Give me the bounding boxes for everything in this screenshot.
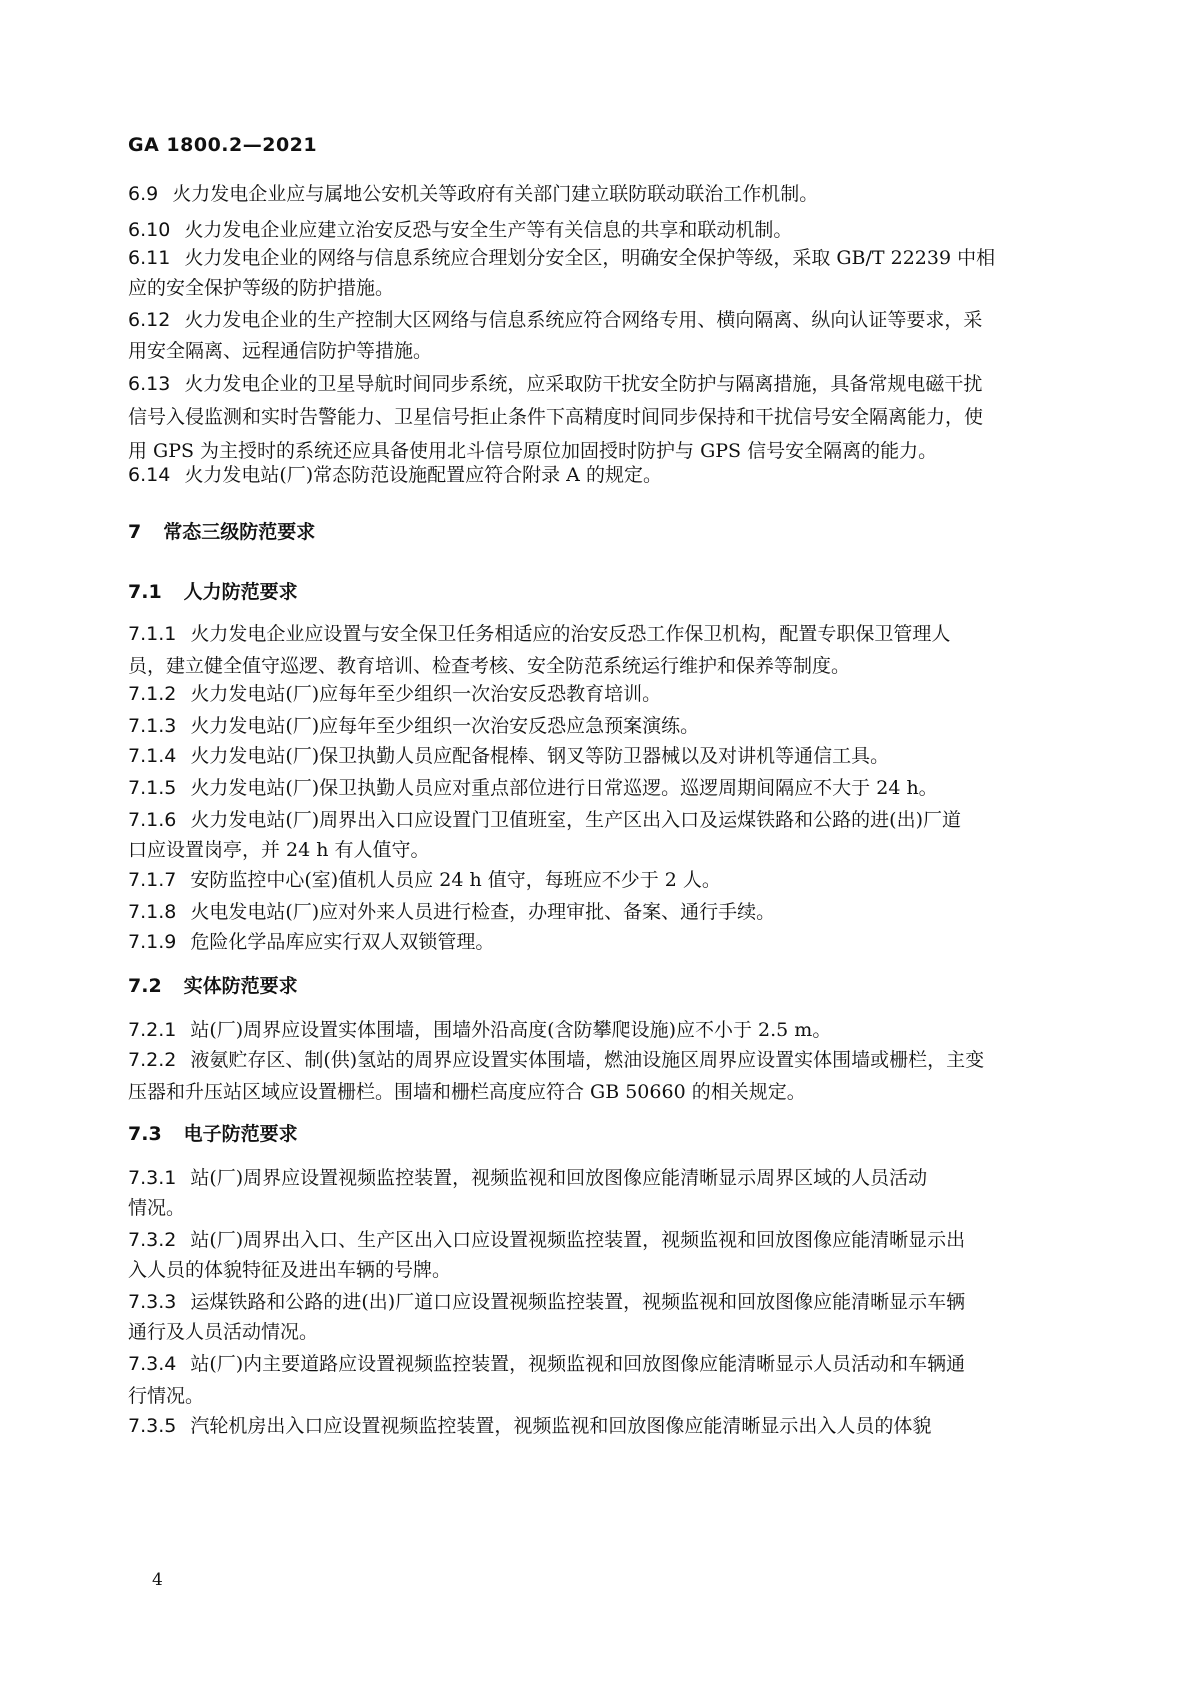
clause-number: 7.1.5: [128, 777, 177, 799]
paragraph-text: 通行及人员活动情况。: [128, 1321, 319, 1343]
section-heading: [128, 968, 298, 1004]
clause-number: 6.14: [128, 464, 171, 486]
section-heading: [128, 574, 298, 610]
clause-number: 7.1.3: [128, 715, 177, 737]
paragraph-line: [128, 1408, 1072, 1444]
clause-number: 7.3.1: [128, 1167, 177, 1189]
paragraph-text: 信号入侵监测和实时告警能力、卫星信号拒止条件下高精度时间同步保持和干扰信号安全隔离能力，使: [128, 406, 984, 428]
section-heading: [128, 1116, 298, 1152]
clause-number: 7.1.4: [128, 745, 177, 767]
paragraph-text: 火力发电站(厂)常态防范设施配置应符合附录 A 的规定。: [184, 464, 662, 486]
paragraph-text: 液氨贮存区、制(供)氢站的周界应设置实体围墙，燃油设施区周界应设置实体围墙或栅栏，主变: [190, 1049, 985, 1071]
section-heading: [128, 514, 315, 550]
clause-number: 7.1.6: [128, 809, 177, 831]
paragraph-line: [128, 399, 1072, 435]
clause-number: 7.3.5: [128, 1415, 177, 1437]
paragraph-line: [128, 676, 1072, 712]
paragraph-text: 站(厂)周界应设置实体围墙，围墙外沿高度(含防攀爬设施)应不小于 2.5 m。: [190, 1019, 832, 1041]
paragraph-text: 火电发电站(厂)应对外来人员进行检查，办理审批、备案、通行手续。: [190, 901, 776, 923]
paragraph-line: [128, 176, 1072, 212]
paragraph-text: 情况。: [128, 1197, 186, 1219]
document-standard-number: GA 1800.2—2021: [128, 134, 318, 156]
paragraph-text: 站(厂)周界出入口、生产区出入口应设置视频监控装置，视频监视和回放图像应能清晰显示出: [190, 1229, 966, 1251]
clause-number: 6.9: [128, 183, 159, 205]
paragraph-text: 站(厂)周界应设置视频监控装置，视频监视和回放图像应能清晰显示周界区域的人员活动: [190, 1167, 928, 1189]
clause-number: 7.3.3: [128, 1291, 177, 1313]
paragraph-text: 火力发电企业应设置与安全保卫任务相适应的治安反恐工作保卫机构，配置专职保卫管理人: [190, 623, 951, 645]
paragraph-text: 入人员的体貌特征及进出车辆的号牌。: [128, 1259, 452, 1281]
paragraph-line: [128, 616, 1072, 652]
paragraph-line: [128, 862, 1072, 898]
paragraph-text: 火力发电站(厂)保卫执勤人员应配备棍棒、钢叉等防卫器械以及对讲机等通信工具。: [190, 745, 890, 767]
paragraph-line: [128, 1190, 1072, 1226]
paragraph-line: [128, 270, 1072, 306]
clause-number: 7.2.2: [128, 1049, 177, 1071]
paragraph-line: [128, 738, 1072, 774]
paragraph-text: 行情况。: [128, 1385, 205, 1407]
paragraph-text: 安防监控中心(室)值机人员应 24 h 值守，每班应不少于 2 人。: [190, 869, 721, 891]
paragraph-text: 压器和升压站区域应设置栅栏。围墙和栅栏高度应符合 GB 50660 的相关规定。: [128, 1081, 806, 1103]
paragraph-line: [128, 1314, 1072, 1350]
clause-number: 6.10: [128, 219, 171, 241]
clause-number: 7.1.8: [128, 901, 177, 923]
paragraph-text: 火力发电企业的生产控制大区网络与信息系统应符合网络专用、横向隔离、纵向认证等要求，采: [184, 309, 983, 331]
page-number: 4: [152, 1570, 163, 1590]
paragraph-line: [128, 924, 1072, 960]
paragraph-text: 火力发电企业的网络与信息系统应合理划分安全区，明确安全保护等级，采取 GB/T 22239 中相: [184, 247, 996, 269]
paragraph-line: [128, 333, 1072, 369]
paragraph-text: 火力发电站(厂)应每年至少组织一次治安反恐教育培训。: [190, 683, 662, 705]
clause-number: 7.1.9: [128, 931, 177, 953]
paragraph-text: 危险化学品库应实行双人双锁管理。: [190, 931, 495, 953]
clause-number: 7.1.7: [128, 869, 177, 891]
paragraph-line: [128, 457, 1072, 493]
clause-number: 7: [128, 521, 142, 543]
clause-number: 7.2.1: [128, 1019, 177, 1041]
paragraph-line: [128, 1074, 1072, 1110]
paragraph-line: [128, 1346, 1072, 1382]
paragraph-line: [128, 366, 1072, 402]
paragraph-line: [128, 770, 1072, 806]
section-heading-text: 电子防范要求: [183, 1123, 298, 1145]
clause-number: 6.11: [128, 247, 171, 269]
paragraph-text: 汽轮机房出入口应设置视频监控装置，视频监视和回放图像应能清晰显示出入人员的体貌: [190, 1415, 932, 1437]
paragraph-text: 火力发电企业应建立治安反恐与安全生产等有关信息的共享和联动机制。: [184, 219, 793, 241]
paragraph-text: 火力发电站(厂)保卫执勤人员应对重点部位进行日常巡逻。巡逻周期间隔应不大于 24 h。: [190, 777, 938, 799]
paragraph-text: 用安全隔离、远程通信防护等措施。: [128, 340, 433, 362]
clause-number: 6.13: [128, 373, 171, 395]
clause-number: 7.2: [128, 975, 162, 997]
section-heading-text: 常态三级防范要求: [163, 521, 316, 543]
clause-number: 7.3.4: [128, 1353, 177, 1375]
paragraph-text: 应的安全保护等级的防护措施。: [128, 277, 395, 299]
section-heading-text: 人力防范要求: [183, 581, 298, 603]
clause-number: 7.1.2: [128, 683, 177, 705]
paragraph-text: 火力发电站(厂)周界出入口应设置门卫值班室，生产区出入口及运煤铁路和公路的进(出)厂道: [190, 809, 962, 831]
paragraph-text: 站(厂)内主要道路应设置视频监控装置，视频监视和回放图像应能清晰显示人员活动和车辆通: [190, 1353, 966, 1375]
paragraph-text: 员，建立健全值守巡逻、教育培训、检查考核、安全防范系统运行维护和保养等制度。: [128, 655, 851, 677]
clause-number: 7.3.2: [128, 1229, 177, 1251]
clause-number: 6.12: [128, 309, 171, 331]
paragraph-text: 火力发电站(厂)应每年至少组织一次治安反恐应急预案演练。: [190, 715, 700, 737]
clause-number: 7.1: [128, 581, 162, 603]
paragraph-line: [128, 1252, 1072, 1288]
paragraph-text: 火力发电企业的卫星导航时间同步系统，应采取防干扰安全防护与隔离措施，具备常规电磁干扰: [184, 373, 983, 395]
paragraph-text: 用 GPS 为主授时的系统还应具备使用北斗信号原位加固授时防护与 GPS 信号安全隔离的能力。: [128, 440, 938, 462]
paragraph-text: 火力发电企业应与属地公安机关等政府有关部门建立联防联动联治工作机制。: [172, 183, 819, 205]
paragraph-line: [128, 1042, 1072, 1078]
clause-number: 7.3: [128, 1123, 162, 1145]
paragraph-text: 口应设置岗亭，并 24 h 有人值守。: [128, 839, 430, 861]
clause-number: 7.1.1: [128, 623, 177, 645]
paragraph-text: 运煤铁路和公路的进(出)厂道口应设置视频监控装置，视频监视和回放图像应能清晰显示车辆: [190, 1291, 966, 1313]
section-heading-text: 实体防范要求: [183, 975, 298, 997]
